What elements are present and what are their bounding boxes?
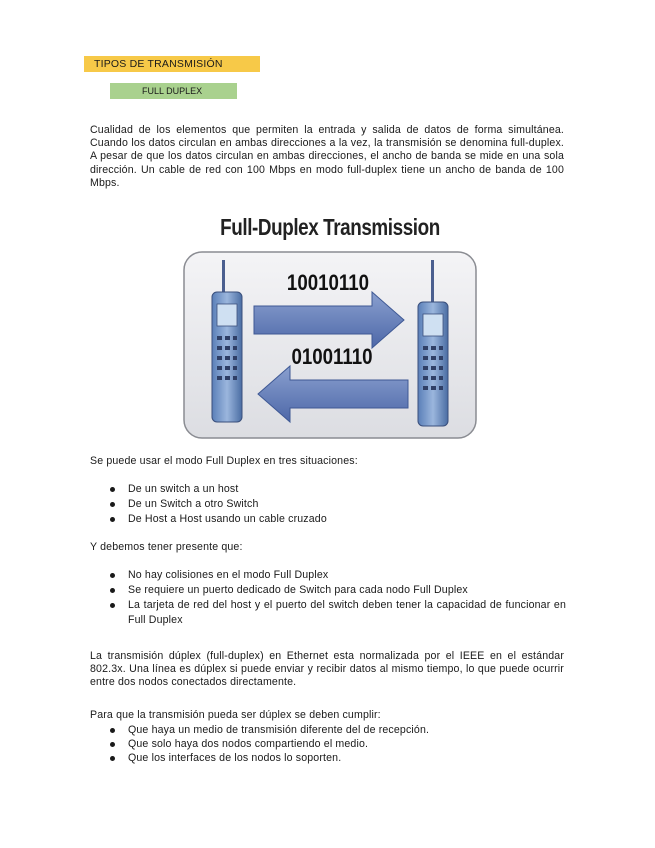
requirements-list: [110, 723, 566, 765]
intro-paragraph: Cualidad de los elementos que permiten la entrada y salida de datos de forma simultánea. Cuando los datos circulan en ambas direcciones a la vez, la transmisión se denomina full-duplex. A pesar de que los datos circulan en ambas direcciones, el ancho de banda se mide en una sola dirección. Un cable de red con 100 Mbps en modo full-duplex tiene un ancho de banda de 100 Mbps.: [90, 124, 564, 189]
list-item: De Host a Host usando un cable cruzado: [110, 512, 566, 527]
situations-intro: Se puede usar el modo Full Duplex en tres situaciones:: [90, 455, 358, 467]
list-item: De un Switch a otro Switch: [110, 497, 566, 512]
list-item: Que solo haya dos nodos compartiendo el medio.: [110, 737, 566, 751]
situations-list: [110, 482, 566, 527]
notes-intro: Y debemos tener presente que:: [90, 541, 243, 553]
list-item: Que los interfaces de los nodos lo soporten.: [110, 751, 566, 765]
full-duplex-figure: [182, 208, 478, 440]
subheading: FULL DUPLEX: [110, 83, 237, 99]
section-heading: TIPOS DE TRANSMISIÓN: [84, 56, 260, 72]
bits-bottom-label: 01001110: [291, 345, 373, 370]
list-item: Se requiere un puerto dedicado de Switch para cada nodo Full Duplex: [110, 583, 566, 598]
list-item: No hay colisiones en el modo Full Duplex: [110, 568, 566, 583]
notes-list: [110, 568, 566, 628]
bits-top-label: 10010110: [286, 271, 370, 296]
full-duplex-diagram: [182, 208, 478, 440]
list-item: De un switch a un host: [110, 482, 566, 497]
figure-title: Full-Duplex Transmission: [220, 214, 440, 240]
ethernet-paragraph: La transmisión dúplex (full-duplex) en Ethernet esta normalizada por el IEEE en el estándar 802.3x. Una línea es dúplex si puede enviar y recibir datos al mismo tiempo, lo que puede ocurrir entre dos nodos conectados directamente.: [90, 650, 564, 689]
requirements-intro: Para que la transmisión pueda ser dúplex se deben cumplir:: [90, 709, 381, 721]
list-item: Que haya un medio de transmisión diferente del de recepción.: [110, 723, 566, 737]
list-item: La tarjeta de red del host y el puerto del switch deben tener la capacidad de funcionar en Full Duplex: [110, 598, 566, 628]
